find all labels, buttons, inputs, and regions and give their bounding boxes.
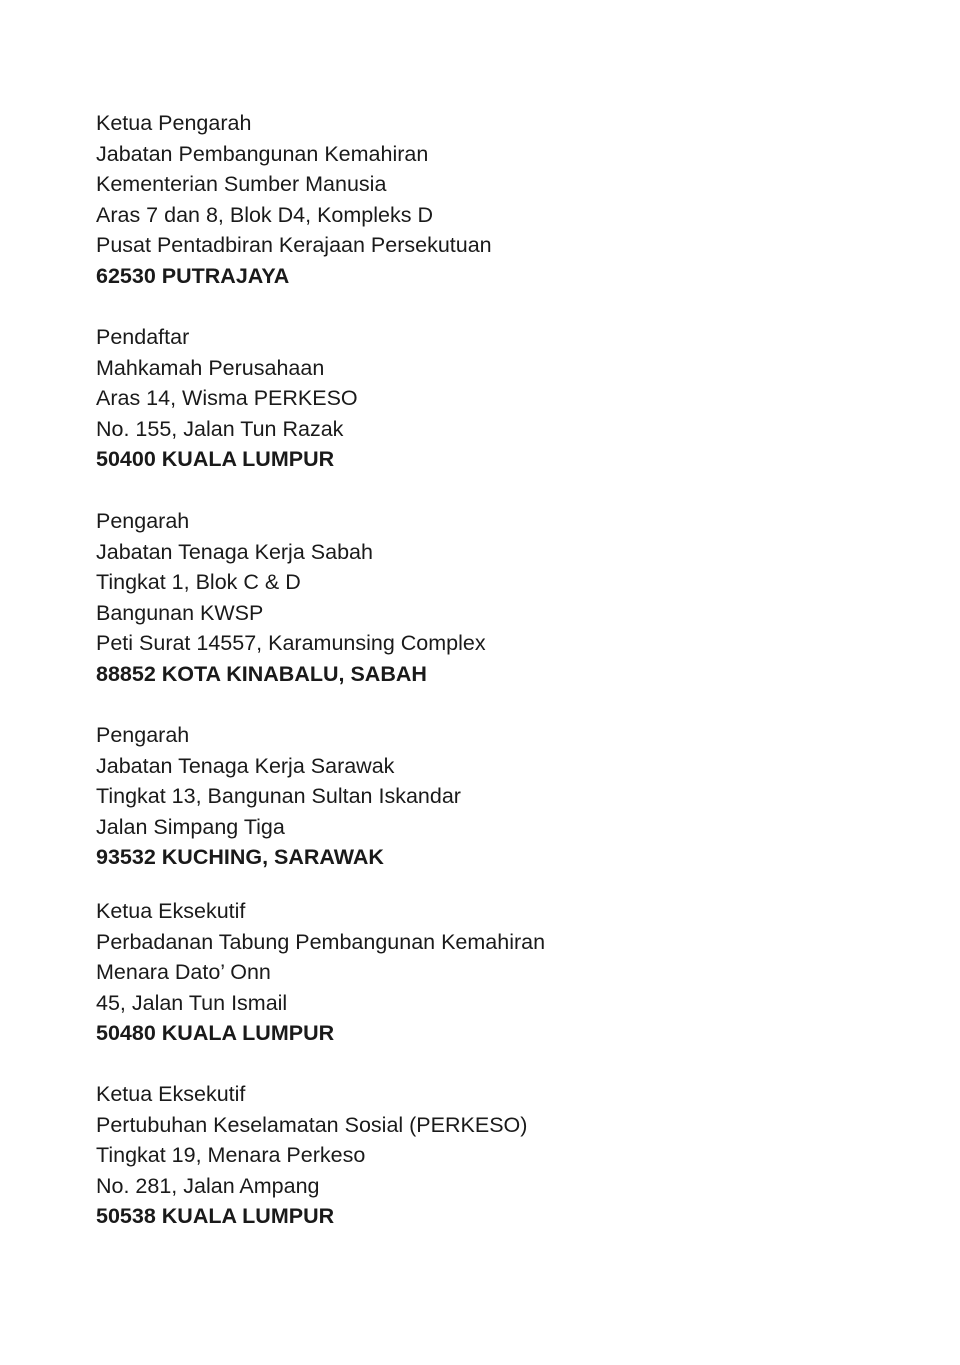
address-city: 50538 KUALA LUMPUR: [96, 1204, 335, 1229]
address-line: Peti Surat 14557, Karamunsing Complex: [96, 631, 486, 656]
address-city: 88852 KOTA KINABALU, SABAH: [96, 661, 427, 686]
address-line: Kementerian Sumber Manusia: [96, 172, 387, 197]
address-line: Ketua Eksekutif: [96, 1082, 246, 1106]
address-line: Pertubuhan Keselamatan Sosial (PERKESO): [96, 1112, 528, 1137]
address-city: 50480 KUALA LUMPUR: [96, 1021, 335, 1046]
address-line: Tingkat 1, Blok C & D: [96, 570, 301, 595]
address-line: Aras 7 dan 8, Blok D4, Kompleks D: [96, 202, 433, 227]
address-line: Bangunan KWSP: [96, 600, 264, 625]
address-block: [96, 108, 856, 292]
address-line: Jalan Simpang Tiga: [96, 814, 285, 839]
address-line: 45, Jalan Tun Ismail: [96, 990, 288, 1015]
address-line: No. 281, Jalan Ampang: [96, 1173, 320, 1198]
address-line: Pusat Pentadbiran Kerajaan Persekutuan: [96, 233, 492, 258]
address-block: [96, 506, 856, 690]
address-line: Aras 14, Wisma PERKESO: [96, 386, 358, 411]
address-city: 50400 KUALA LUMPUR: [96, 447, 335, 472]
address-line: Tingkat 13, Bangunan Sultan Iskandar: [96, 784, 461, 809]
address-block: [96, 1079, 856, 1232]
address-line: Pengarah: [96, 723, 190, 747]
address-line: Jabatan Pembangunan Kemahiran: [96, 141, 429, 166]
address-city: 93532 KUCHING, SARAWAK: [96, 845, 384, 870]
address-line: Perbadanan Tabung Pembangunan Kemahiran: [96, 929, 546, 954]
address-line: Menara Dato’ Onn: [96, 960, 271, 985]
address-block: [96, 322, 856, 475]
address-line: Pendaftar: [96, 325, 190, 349]
address-line: Tingkat 19, Menara Perkeso: [96, 1143, 366, 1168]
address-line: Ketua Pengarah: [96, 111, 252, 135]
address-line: No. 155, Jalan Tun Razak: [96, 416, 344, 441]
address-line: Pengarah: [96, 509, 190, 533]
address-line: Jabatan Tenaga Kerja Sarawak: [96, 753, 395, 778]
address-line: Mahkamah Perusahaan: [96, 355, 325, 380]
address-block: [96, 896, 856, 1049]
address-city: 62530 PUTRAJAYA: [96, 263, 290, 288]
address-block: [96, 720, 856, 873]
address-line: Ketua Eksekutif: [96, 899, 246, 923]
address-line: Jabatan Tenaga Kerja Sabah: [96, 539, 373, 564]
